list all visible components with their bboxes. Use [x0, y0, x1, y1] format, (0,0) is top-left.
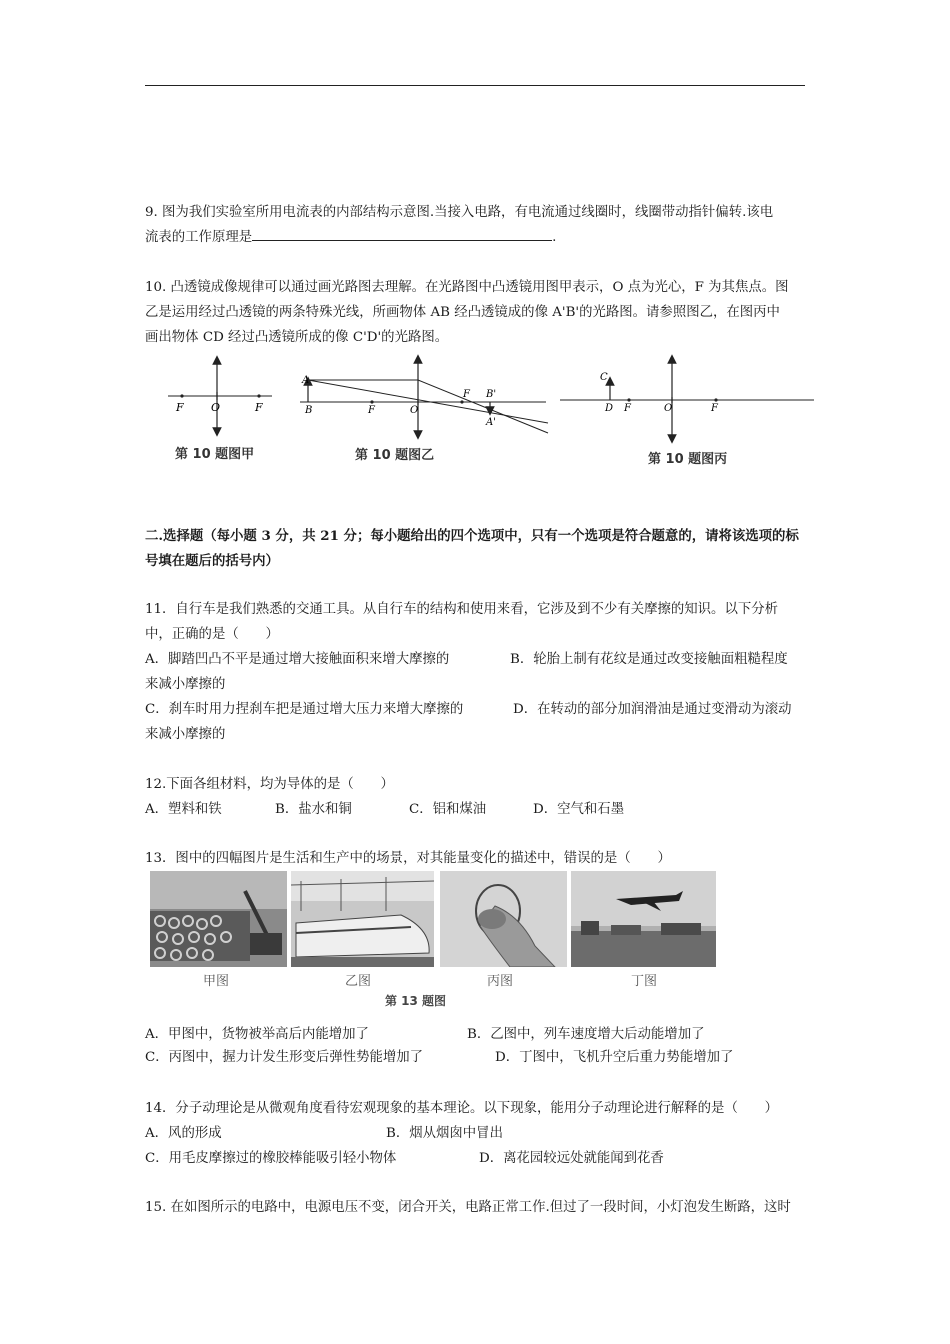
fig-bing-c-label: C [600, 372, 608, 383]
question-9-line2 [145, 225, 810, 250]
option-d[interactable]: D．空气和石墨 [533, 802, 625, 817]
question-15-stem: 15. 在如图所示的电路中，电源电压不变，闭合开关，电路正常工作.但过了一段时间，小灯泡发生断路，这时 [145, 1200, 791, 1215]
fig-jia-f2-label: F [255, 401, 263, 414]
question-14-stem: 14．分子动理论是从微观角度看待宏观现象的基本理论。以下现象，能用分子动理论进行解释的是（ ） [145, 1101, 779, 1116]
fig-yi-f2-label: F [463, 389, 470, 400]
question-10-line2: 乙是运用经过凸透镜的两条特殊光线，所画物体 AB 经凸透镜成的像 A'B'的光路图。请参照图乙，在图丙中 [145, 305, 780, 320]
question-11-option-d-cont: 来减小摩擦的 [145, 727, 226, 742]
question-11-row2 [145, 697, 810, 722]
fig-yi-f1-label: F [368, 405, 375, 416]
fig-bing-f2-label: F [711, 403, 718, 414]
question-9-lead: 流表的工作原理是 [145, 230, 253, 245]
question-12-options [145, 797, 810, 822]
option-b[interactable]: B．盐水和铜 [275, 802, 352, 817]
fig-jia-caption: 第 10 题图甲 [175, 447, 255, 462]
option-b[interactable]: B．轮胎上制有花纹是通过改变接触面粗糙程度 [510, 652, 788, 667]
fig-yi-a2-label: A' [486, 417, 496, 428]
fig-bing-o-label: O [664, 403, 673, 414]
question-9-period: . [552, 230, 557, 245]
option-c[interactable]: C．刹车时用力捏刹车把是通过增大压力来增大摩擦的 [145, 702, 464, 717]
fig-bing-f1-label: F [624, 403, 631, 414]
photo-yi-caption: 乙图 [345, 974, 372, 989]
fig-yi-a-label: A [302, 375, 310, 386]
question-13-row2 [145, 1045, 810, 1070]
question-13-stem: 13．图中的四幅图片是生活和生产中的场景，对其能量变化的描述中，错误的是（ ） [145, 851, 671, 866]
option-c[interactable]: C．丙图中，握力计发生形变后弹性势能增加了 [145, 1050, 424, 1065]
question-14-row2 [145, 1146, 810, 1171]
question-9-line1: 9. 图为我们实验室所用电流表的内部结构示意图.当接入电路，有电流通过线圈时，线圈带动指针偏转.该电 [145, 205, 774, 220]
question-11-row1 [145, 647, 810, 672]
question-10-line1: 10. 凸透镜成像规律可以通过画光路图去理解。在光路图中凸透镜用图甲表示，O 点为光心，F 为其焦点。图 [145, 280, 789, 295]
question-12-stem: 12.下面各组材料，均为导体的是（ ） [145, 777, 394, 792]
figure-bing [560, 359, 814, 467]
option-a[interactable]: A．塑料和铁 [145, 802, 222, 817]
fig-yi-b2-label: B' [486, 389, 497, 400]
question-11-stem2: 中，正确的是（ ） [145, 627, 279, 642]
question-10-line3: 画出物体 CD 经过凸透镜所成的像 C'D'的光路图。 [145, 330, 449, 345]
question-11-stem1: 11．自行车是我们熟悉的交通工具。从自行车的结构和使用来看，它涉及到不少有关摩擦的知识。以下分析 [145, 602, 779, 617]
photo-ding-caption: 丁图 [631, 974, 658, 989]
option-d[interactable]: D．在转动的部分加润滑油是通过变滑动为滚动 [513, 702, 792, 717]
photo-bing [440, 871, 567, 967]
option-d[interactable]: D．丁图中，飞机升空后重力势能增加了 [495, 1050, 734, 1065]
section-2-heading-line2: 号填在题后的括号内） [145, 553, 279, 569]
option-b[interactable]: B．乙图中，列车速度增大后动能增加了 [467, 1027, 705, 1042]
photo-yi [291, 871, 434, 967]
fig-jia-o-label: O [211, 401, 221, 414]
question-11-option-b-cont: 来减小摩擦的 [145, 677, 226, 692]
fig-yi-caption: 第 10 题图乙 [355, 448, 435, 463]
figure-yi [300, 359, 548, 463]
fig-jia-f1-label: F [176, 401, 184, 414]
question-13-row1 [145, 1022, 810, 1047]
fig-yi-o-label: O [410, 405, 419, 416]
photo-jia [150, 871, 287, 967]
figure-jia [168, 360, 272, 462]
question-13-figure-caption: 第 13 题图 [385, 994, 447, 1008]
fig-bing-d-label: D [605, 403, 614, 414]
option-a[interactable]: A．甲图中，货物被举高后内能增加了 [145, 1027, 369, 1042]
question-10-figures [0, 345, 950, 475]
header-rule [145, 85, 805, 86]
photo-ding [571, 871, 716, 967]
option-c[interactable]: C．铝和煤油 [409, 802, 487, 817]
photo-jia-caption: 甲图 [203, 974, 230, 989]
option-a[interactable]: A．脚踏凹凸不平是通过增大接触面积来增大摩擦的 [145, 652, 450, 667]
fig-yi-b-label: B [305, 405, 313, 416]
photo-bing-caption: 丙图 [487, 974, 514, 989]
option-d[interactable]: D．离花园较远处就能闻到花香 [479, 1151, 664, 1166]
option-b[interactable]: B．烟从烟囱中冒出 [386, 1126, 503, 1141]
fig-bing-caption: 第 10 题图丙 [648, 452, 728, 467]
answer-blank[interactable] [252, 225, 552, 241]
option-c[interactable]: C．用毛皮摩擦过的橡胶棒能吸引轻小物体 [145, 1151, 397, 1166]
question-14-row1 [145, 1121, 810, 1146]
section-2-heading-line1: 二.选择题（每小题 3 分，共 21 分；每小题给出的四个选项中，只有一个选项是符合题意的，请将该选项的标 [145, 528, 799, 544]
option-a[interactable]: A．风的形成 [145, 1126, 222, 1141]
